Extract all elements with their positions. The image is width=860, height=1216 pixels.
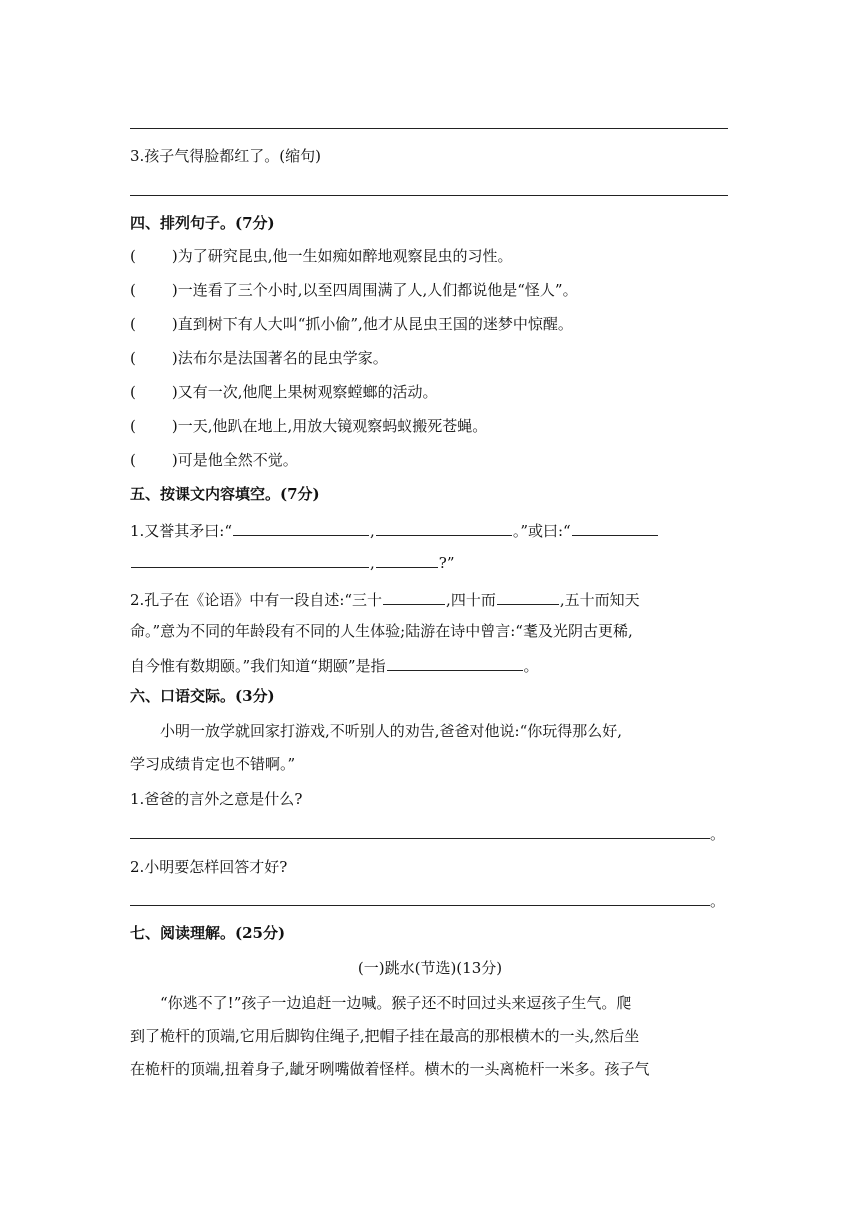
order-sentence: 一连看了三个小时,以至四周围满了人,人们都说他是“怪人”。 <box>177 281 578 299</box>
fill-blank-line: 2.孔子在《论语》中有一段自述:“三十 ,四十而 ,五十而知天 <box>130 588 640 610</box>
order-item[interactable]: ( )为了研究昆虫,他一生如痴如醉地观察昆虫的习性。 <box>130 247 513 265</box>
order-item[interactable]: ( )一天,他趴在地上,用放大镜观察蚂蚁搬死苍蝇。 <box>130 417 488 435</box>
end-mark: 。 <box>710 825 726 843</box>
end-mark: 。 <box>710 892 726 910</box>
question-text: 3.孩子气得脸都红了。(缩句) <box>130 147 322 165</box>
fill-blank[interactable] <box>572 519 658 536</box>
section-heading: 六、口语交际。(3分) <box>130 687 275 705</box>
order-sentence: 直到树下有人大叫“抓小偷”,他才从昆虫王国的迷梦中惊醒。 <box>177 315 573 333</box>
order-sentence: 法布尔是法国著名的昆虫学家。 <box>177 349 388 367</box>
passage-text: “你逃不了!”孩子一边追赶一边喊。猴子还不时回过头来逗孩子生气。爬 <box>160 994 632 1012</box>
order-sentence: 又有一次,他爬上果树观察螳螂的活动。 <box>177 383 438 401</box>
fill-blank[interactable] <box>233 519 369 536</box>
fill-blank[interactable] <box>383 588 445 605</box>
answer-line[interactable] <box>130 195 728 196</box>
fill-blank-line: , ?” <box>130 551 455 573</box>
fill-blank[interactable] <box>131 551 369 568</box>
order-item[interactable]: ( )法布尔是法国著名的昆虫学家。 <box>130 349 388 367</box>
answer-line[interactable] <box>130 905 710 906</box>
answer-line[interactable] <box>130 838 710 839</box>
order-item[interactable]: ( )又有一次,他爬上果树观察螳螂的活动。 <box>130 383 438 401</box>
passage-title: (一)跳水(节选)(13分) <box>357 959 503 977</box>
question-text: 1.爸爸的言外之意是什么? <box>130 790 303 808</box>
passage-text: 在桅杆的顶端,扭着身子,龇牙咧嘴做着怪样。横木的一头离桅杆一米多。孩子气 <box>130 1060 650 1078</box>
order-item[interactable]: ( )可是他全然不觉。 <box>130 451 298 469</box>
order-item[interactable]: ( )一连看了三个小时,以至四周围满了人,人们都说他是“怪人”。 <box>130 281 578 299</box>
passage-text: 学习成绩肯定也不错啊。” <box>130 755 296 773</box>
section-heading: 五、按课文内容填空。(7分) <box>130 485 320 503</box>
order-item[interactable]: ( )直到树下有人大叫“抓小偷”,他才从昆虫王国的迷梦中惊醒。 <box>130 315 573 333</box>
question-text: 命。”意为不同的年龄段有不同的人生体验;陆游在诗中曾言:“耄及光阴古更稀, <box>130 622 633 640</box>
section-heading: 四、排列句子。(7分) <box>130 214 275 232</box>
order-sentence: 一天,他趴在地上,用放大镜观察蚂蚁搬死苍蝇。 <box>177 417 488 435</box>
passage-text: 小明一放学就回家打游戏,不听别人的劝告,爸爸对他说:“你玩得那么好, <box>160 722 623 740</box>
fill-blank[interactable] <box>387 654 523 671</box>
order-sentence: 为了研究昆虫,他一生如痴如醉地观察昆虫的习性。 <box>177 247 513 265</box>
passage-text: 到了桅杆的顶端,它用后脚钩住绳子,把帽子挂在最高的那根横木的一头,然后坐 <box>130 1027 640 1045</box>
answer-line[interactable] <box>130 128 728 129</box>
fill-blank[interactable] <box>497 588 559 605</box>
fill-blank-line: 1.又誉其矛曰:“ , 。”或曰:“ <box>130 519 659 541</box>
fill-blank-line: 自今惟有数期颐。”我们知道“期颐”是指 。 <box>130 654 539 676</box>
fill-blank[interactable] <box>376 551 438 568</box>
fill-blank[interactable] <box>376 519 512 536</box>
question-text: 2.小明要怎样回答才好? <box>130 858 288 876</box>
section-heading: 七、阅读理解。(25分) <box>130 924 286 942</box>
order-sentence: 可是他全然不觉。 <box>177 451 298 469</box>
